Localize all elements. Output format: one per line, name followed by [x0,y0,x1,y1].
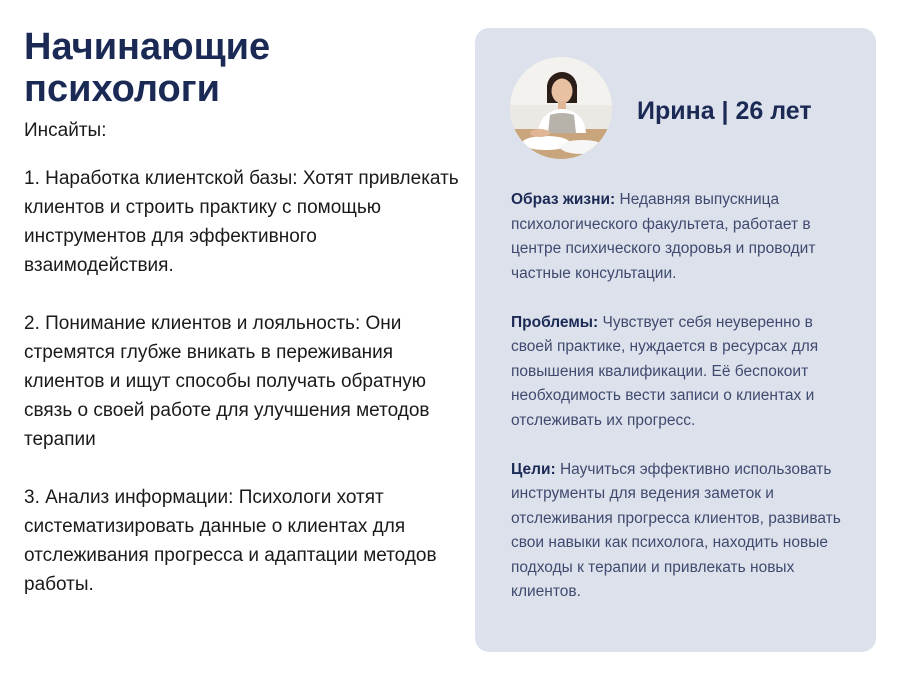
insights-heading: Инсайты: [24,120,107,141]
problems-text: Чувствует себя неуверенно в своей практике, нуждается в ресурсах для повышения квалификации. Её беспокоит необходимость вести записи о клиентах и отслеживать их прогресс. [511,313,819,429]
insight-item-2: 2. Понимание клиентов и лояльность: Они стремятся глубже вникать в переживания клиентов и ищут способы получать обратную связь о своей работе для улучшения методов терапии [24,313,430,450]
lifestyle-label: Образ жизни: [511,191,616,208]
problems-label: Проблемы: [511,313,599,331]
page-title: Начинающие психологи [24,26,271,110]
persona-card [475,28,876,652]
problems-section [511,311,857,434]
person-photo-icon [510,57,612,159]
insights-list [24,164,464,628]
persona-details [511,188,857,629]
goals-text: Научиться эффективно использовать инструменты для ведения заметок и отслеживания прогресса клиентов, развивать свои навыки как психолога, находить новые подходы к терапии и привлекать новых клиентов. [511,460,841,600]
persona-name: Ирина | 26 лет [637,97,812,125]
insight-item-3: 3. Анализ информации: Психологи хотят систематизировать данные о клиентах для отслеживания прогресса и адаптации методов работы. [24,487,437,595]
lifestyle-section [511,188,857,286]
goals-section [511,458,857,605]
lifestyle-text: Недавняя выпускница психологического факультета, работает в центре психического здоровья и проводит частные консультации. [511,191,816,282]
persona-photo [510,57,612,159]
goals-label: Цели: [511,460,556,478]
insight-item-1: 1. Наработка клиентской базы: Хотят привлекать клиентов и строить практику с помощью инструментов для эффективного взаимодействия. [24,168,459,276]
